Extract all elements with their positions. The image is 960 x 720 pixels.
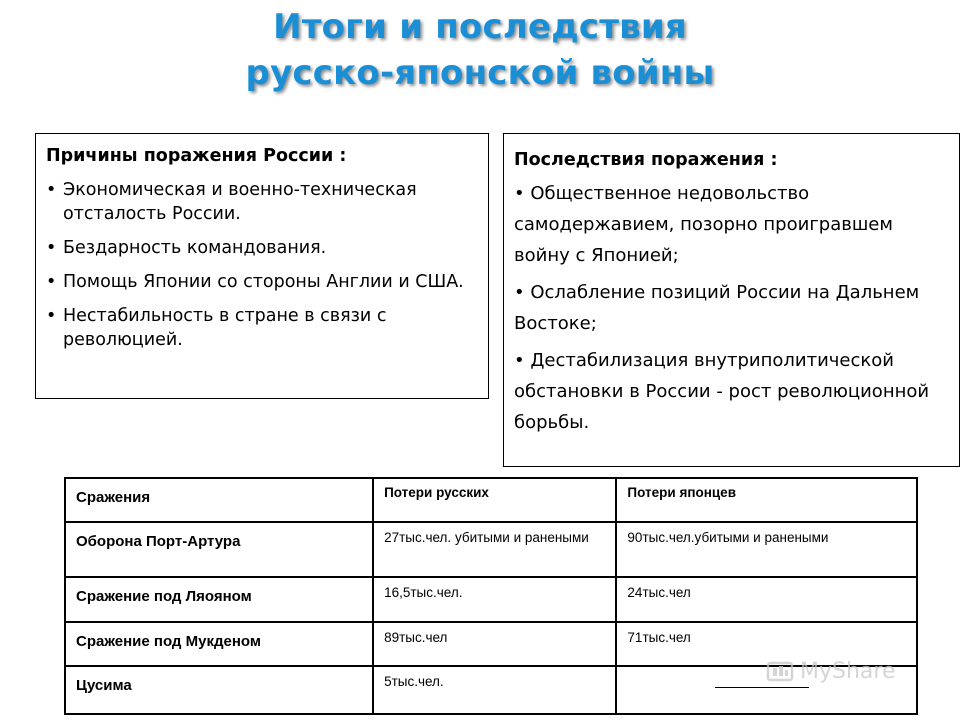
battle-name: Сражение под Ляояном bbox=[65, 577, 373, 622]
title-line-1: Итоги и последствия bbox=[273, 7, 687, 47]
russian-losses: 89тыс.чел bbox=[373, 622, 616, 666]
causes-item: • Помощь Японии со стороны Англии и США. bbox=[46, 270, 476, 294]
consequences-heading: Последствия поражения : bbox=[514, 150, 778, 170]
consequences-item: • Общественное недовольство самодержавием, позорно проигравшем войну с Японией; bbox=[514, 183, 893, 266]
battle-name: Сражение под Мукденом bbox=[65, 622, 373, 666]
myshared-logo-icon bbox=[766, 659, 794, 685]
consequences-box bbox=[503, 133, 960, 467]
table-row bbox=[65, 577, 917, 622]
title-line-2: русско-японской войны bbox=[245, 53, 715, 93]
watermark bbox=[766, 657, 926, 687]
causes-box bbox=[35, 133, 489, 399]
page-title bbox=[0, 4, 960, 96]
header-russian-losses: Потери русских bbox=[373, 478, 616, 522]
japanese-losses: 90тыс.чел.убитыми и ранеными bbox=[616, 522, 917, 577]
russian-losses: 5тыс.чел. bbox=[373, 666, 616, 714]
battle-name: Цусима bbox=[65, 666, 373, 714]
causes-item: • Экономическая и военно-техническая отсталость России. bbox=[46, 178, 476, 226]
table-row bbox=[65, 522, 917, 577]
japanese-losses: 24тыс.чел bbox=[616, 577, 917, 622]
russian-losses: 27тыс.чел. убитыми и ранеными bbox=[373, 522, 616, 577]
russian-losses: 16,5тыс.чел. bbox=[373, 577, 616, 622]
battle-name: Оборона Порт-Артура bbox=[65, 522, 373, 577]
watermark-text: MyShare bbox=[800, 659, 896, 684]
causes-heading: Причины поражения России : bbox=[46, 146, 347, 166]
consequences-item: • Дестабилизация внутриполитической обстановки в России - рост революционной борьбы. bbox=[514, 350, 930, 433]
header-japanese-losses: Потери японцев bbox=[616, 478, 917, 522]
consequences-item: • Ослабление позиций России на Дальнем Востоке; bbox=[514, 282, 920, 334]
causes-item: • Нестабильность в стране в связи с революцией. bbox=[46, 304, 476, 352]
causes-list bbox=[46, 178, 476, 352]
causes-item: • Бездарность командования. bbox=[46, 236, 476, 260]
no-data-line bbox=[715, 687, 809, 688]
table-header-row bbox=[65, 478, 917, 522]
japanese-losses: 71тыс.чел bbox=[616, 622, 917, 666]
header-battles: Сражения bbox=[65, 478, 373, 522]
